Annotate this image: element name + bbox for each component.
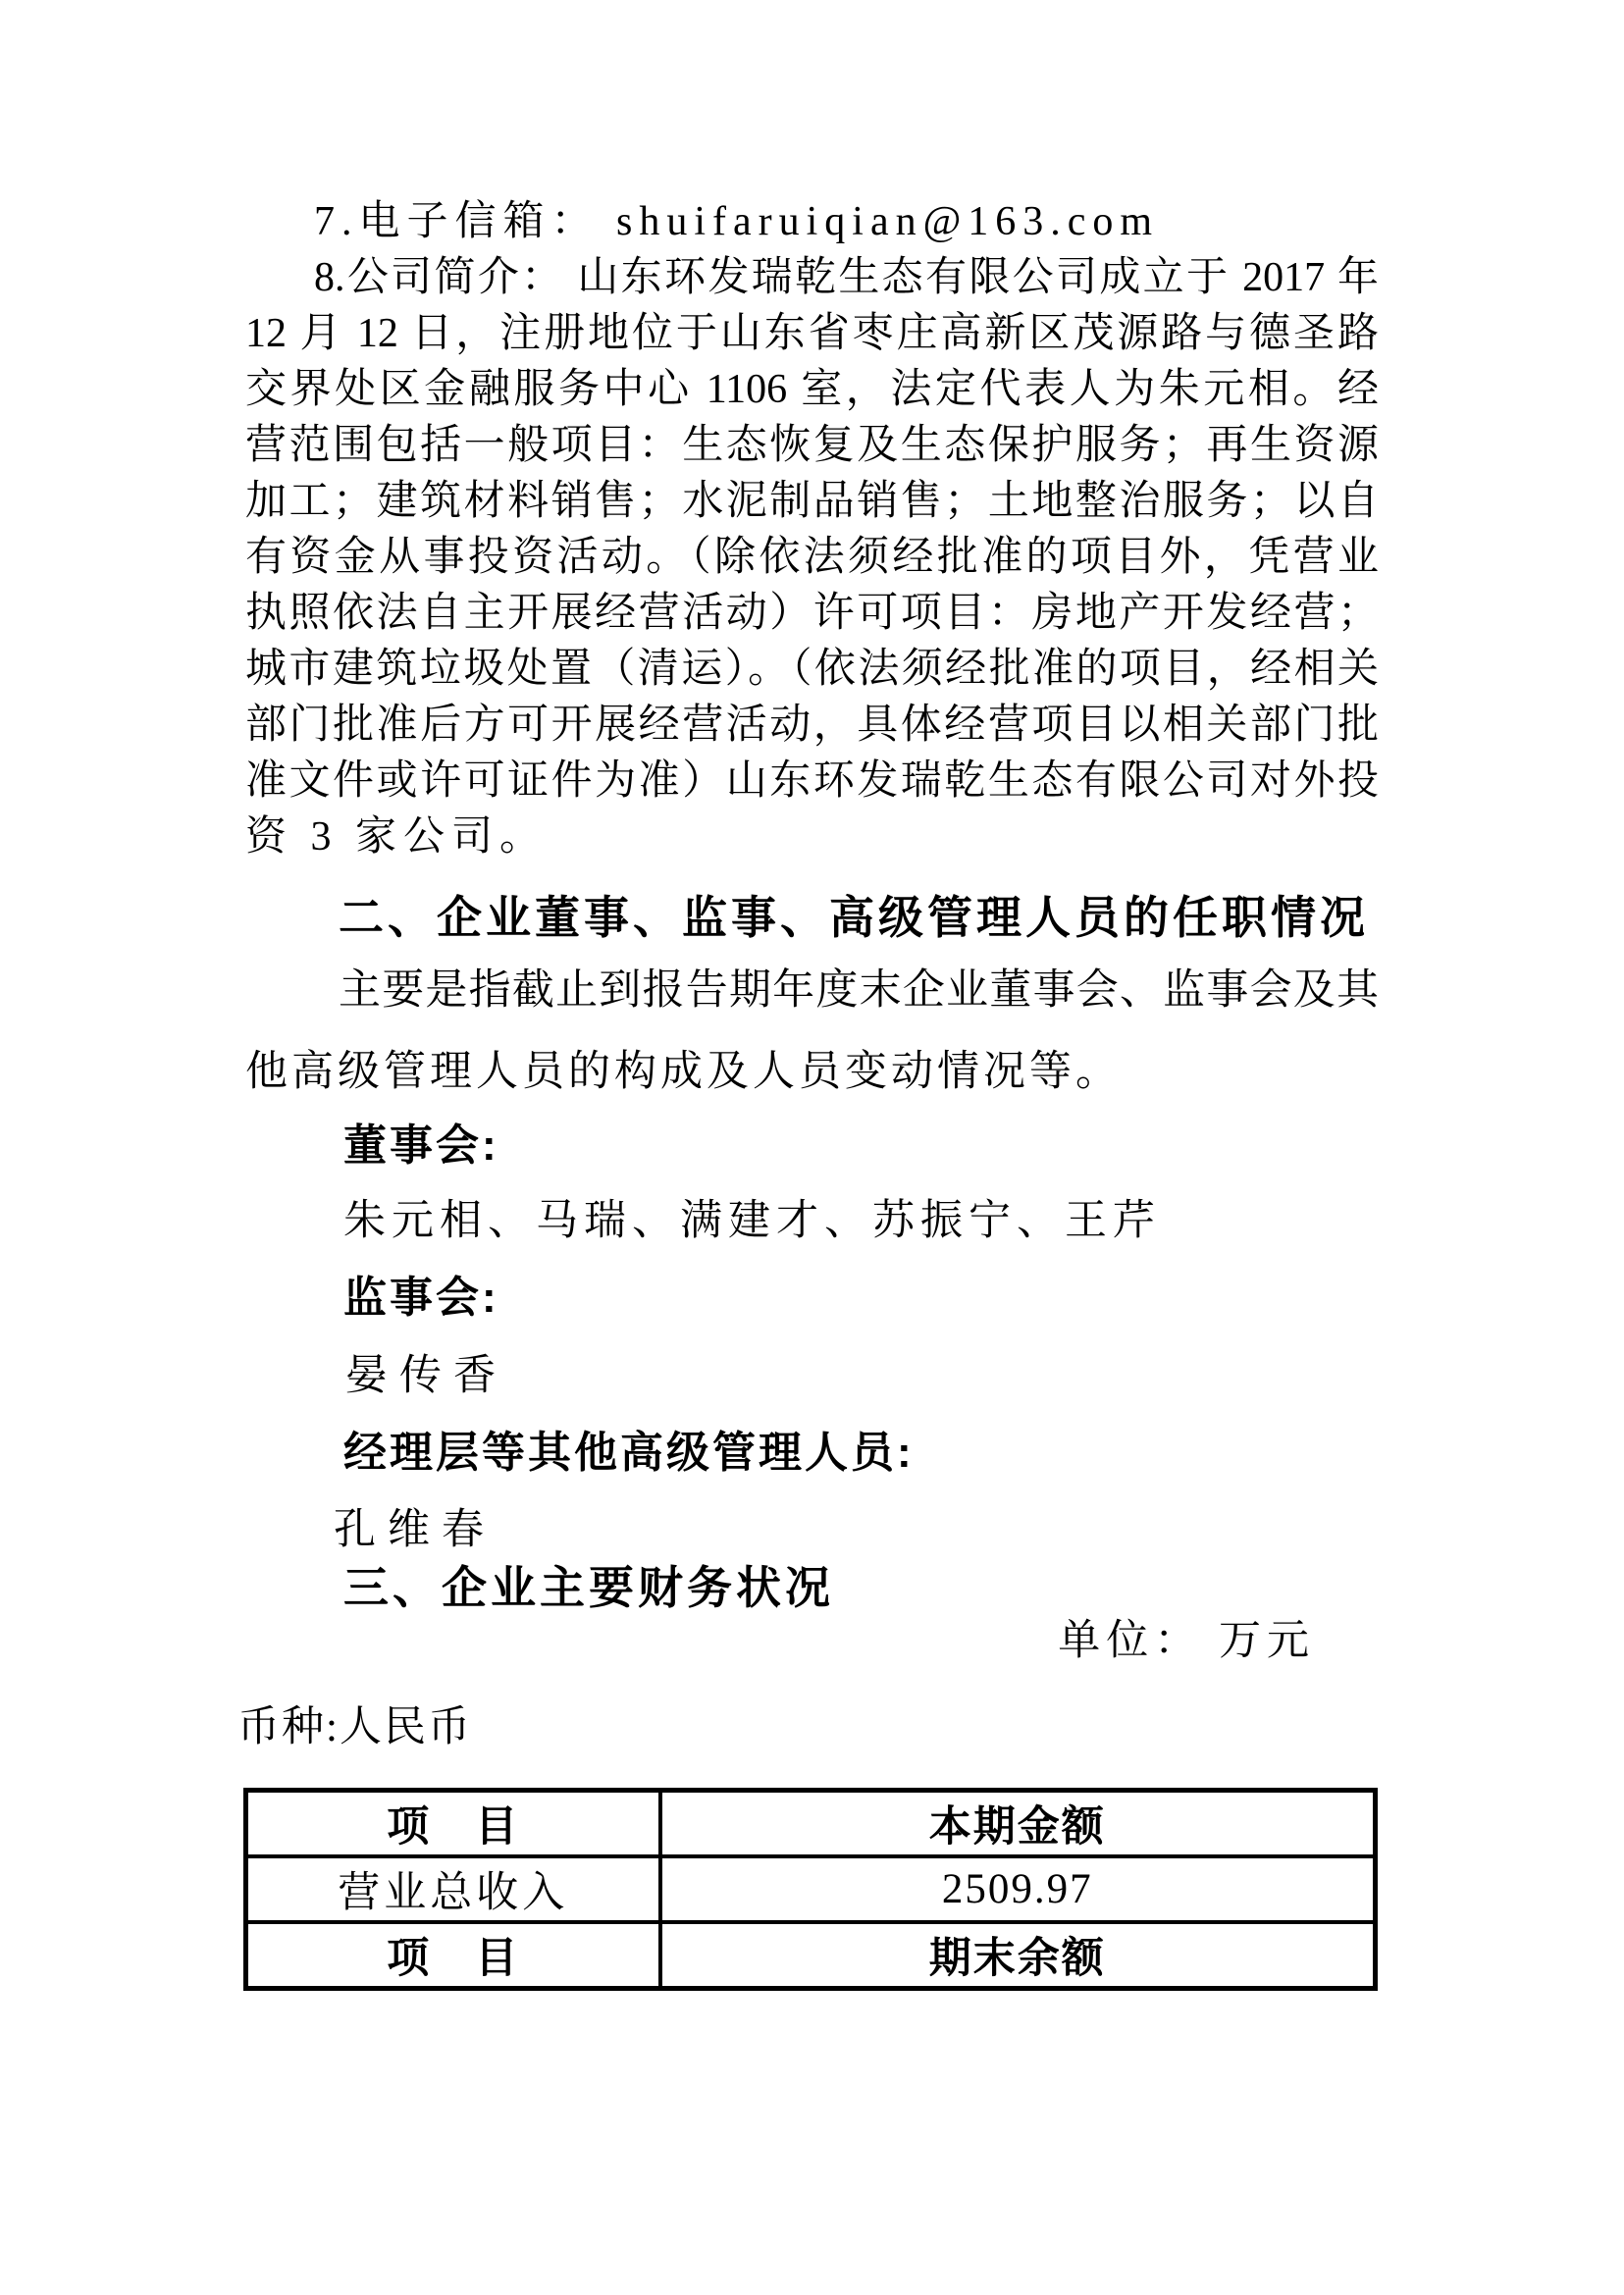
profile-paragraph-line: 城市建筑垃圾处置（清运）。（依法须经批准的项目，经相关 xyxy=(245,647,1379,692)
financial-table xyxy=(243,1788,1378,1991)
table-cell-revenue-label: 营业总收入 xyxy=(246,1856,660,1922)
profile-paragraph-line: 准文件或许可证件为准）山东环发瑞乾生态有限公司对外投 xyxy=(245,758,1379,804)
table-header-current-amount: 本期金额 xyxy=(660,1791,1376,1857)
table-header-row-current xyxy=(246,1791,1376,1857)
list-item-profile: 8.公司简介： 山东环发瑞乾生态有限公司成立于 2017 年 xyxy=(314,255,1379,300)
senior-managers-label: 经理层等其他高级管理人员: xyxy=(343,1429,915,1477)
table-header-ending-balance: 期末余额 xyxy=(660,1922,1376,1989)
currency-note: 币种:人民币 xyxy=(237,1704,472,1750)
profile-paragraph-line: 交界处区金融服务中心 1106 室，法定代表人为朱元相。经 xyxy=(245,367,1379,412)
section-3-heading: 三、企业主要财务状况 xyxy=(343,1562,834,1613)
company-info-section xyxy=(245,194,1379,865)
table-cell-revenue-value: 2509.97 xyxy=(660,1856,1376,1922)
profile-paragraph-line: 资 3 家公司。 xyxy=(245,814,549,860)
unit-note: 单位： 万元 xyxy=(1058,1618,1315,1664)
profile-paragraph-line: 执照依法自主开展经营活动）许可项目：房地产开发经营； xyxy=(245,591,1379,636)
section-2-paragraph-line-2: 他高级管理人员的构成及人员变动情况等。 xyxy=(245,1049,1122,1095)
profile-paragraph-line: 12 月 12 日，注册地位于山东省枣庄高新区茂源路与德圣路 xyxy=(245,311,1379,356)
profile-paragraph-line: 有资金从事投资活动。（除依法须经批准的项目外，凭营业 xyxy=(245,535,1379,580)
profile-paragraph-line: 部门批准后方可开展经营活动，具体经营项目以相关部门批 xyxy=(245,703,1379,748)
senior-managers-member: 孔维春 xyxy=(334,1507,496,1553)
table-row-revenue xyxy=(246,1856,1376,1922)
list-item-email: 7.电子信箱： shuifaruiqian@163.com xyxy=(314,199,1160,244)
board-of-directors-label: 董事会: xyxy=(343,1121,499,1170)
section-2-paragraph-line-1: 主要是指截止到报告期年度末企业董事会、监事会及其 xyxy=(339,967,1379,1014)
supervisory-board-label: 监事会: xyxy=(343,1274,499,1322)
profile-paragraph-line: 加工；建筑材料销售；水泥制品销售；土地整治服务；以自 xyxy=(245,479,1379,524)
board-of-directors-members: 朱元相、马瑞、满建才、苏振宁、王芹 xyxy=(343,1198,1161,1244)
table-header-item-2: 项 目 xyxy=(246,1922,660,1989)
table-header-item-1: 项 目 xyxy=(246,1791,660,1857)
table-header-row-ending xyxy=(246,1922,1376,1989)
section-2-heading: 二、企业董事、监事、高级管理人员的任职情况 xyxy=(339,892,1369,943)
supervisory-board-member: 晏传香 xyxy=(345,1353,507,1399)
profile-paragraph-line: 营范围包括一般项目：生态恢复及生态保护服务；再生资源 xyxy=(245,423,1379,468)
